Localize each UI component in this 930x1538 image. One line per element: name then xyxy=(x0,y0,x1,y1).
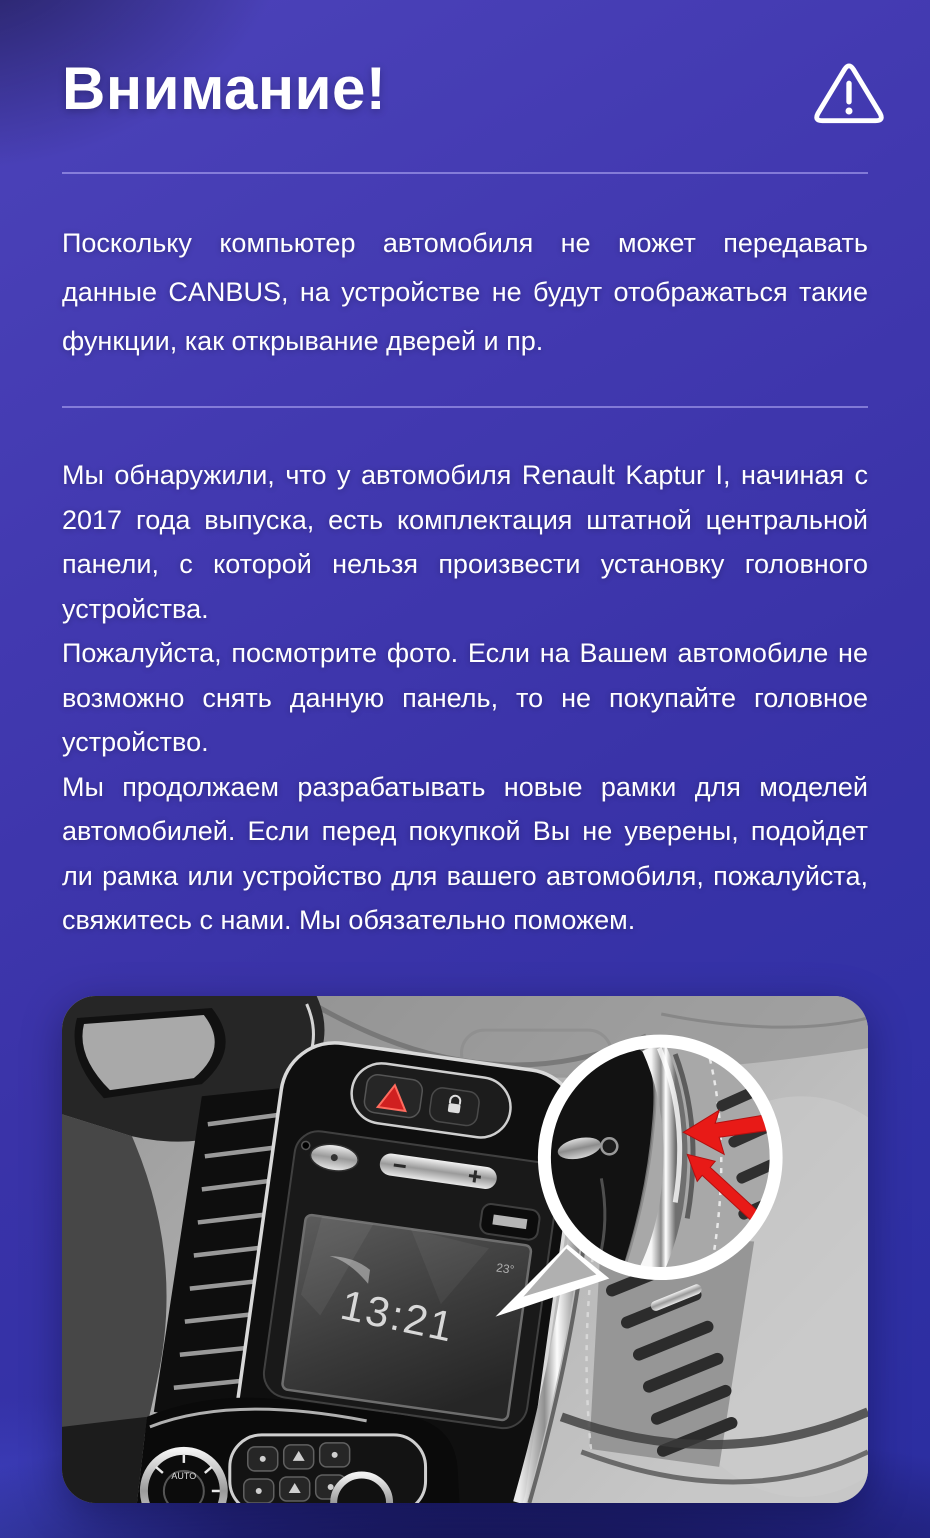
knob-label: AUTO xyxy=(171,1470,197,1481)
bezel-screw xyxy=(301,1140,310,1149)
car-dashboard-illustration xyxy=(62,996,868,1503)
divider xyxy=(62,406,868,408)
kaptur-notice-paragraph: Мы продолжаем разрабатывать новые рамки для моделей автомобилей. Если перед покупкой Вы не уверены, подойдет ли рамка или устройство для вашего автомобиля, пожалуйста, свяжитесь с нами. Мы обязательно поможем. xyxy=(62,771,868,935)
canbus-notice-text: Поскольку компьютер автомобиля не может передавать данные CANBUS, на устройстве не будут отображаться такие функции, как открывание дверей и пр. xyxy=(62,228,868,356)
lock-icon xyxy=(448,1102,461,1113)
divider xyxy=(62,172,868,174)
lower-left-shadow xyxy=(62,1416,147,1502)
kaptur-notice xyxy=(62,453,868,943)
kaptur-notice-paragraph: Пожалуйста, посмотрите фото. Если на Вашем автомобиле не возможно снять данную панель, то не покупайте головное устройство. xyxy=(62,638,868,757)
screen-temperature: 23° xyxy=(495,1260,516,1277)
page-title: Внимание! xyxy=(62,55,387,122)
kaptur-notice-paragraph: Мы обнаружили, что у автомобиля Renault Kaptur I, начиная с 2017 года выпуска, есть комплектация штатной центральной панели, с которой нельзя произвести установку головного устройства. xyxy=(62,460,868,624)
warning-triangle-icon xyxy=(814,62,884,128)
clock-text: 13:21 xyxy=(336,1280,459,1351)
magnified-knob xyxy=(601,1138,617,1154)
exclamation-dot xyxy=(846,108,853,115)
secondary-knob xyxy=(334,1474,390,1502)
dashboard-photo xyxy=(62,996,868,1503)
